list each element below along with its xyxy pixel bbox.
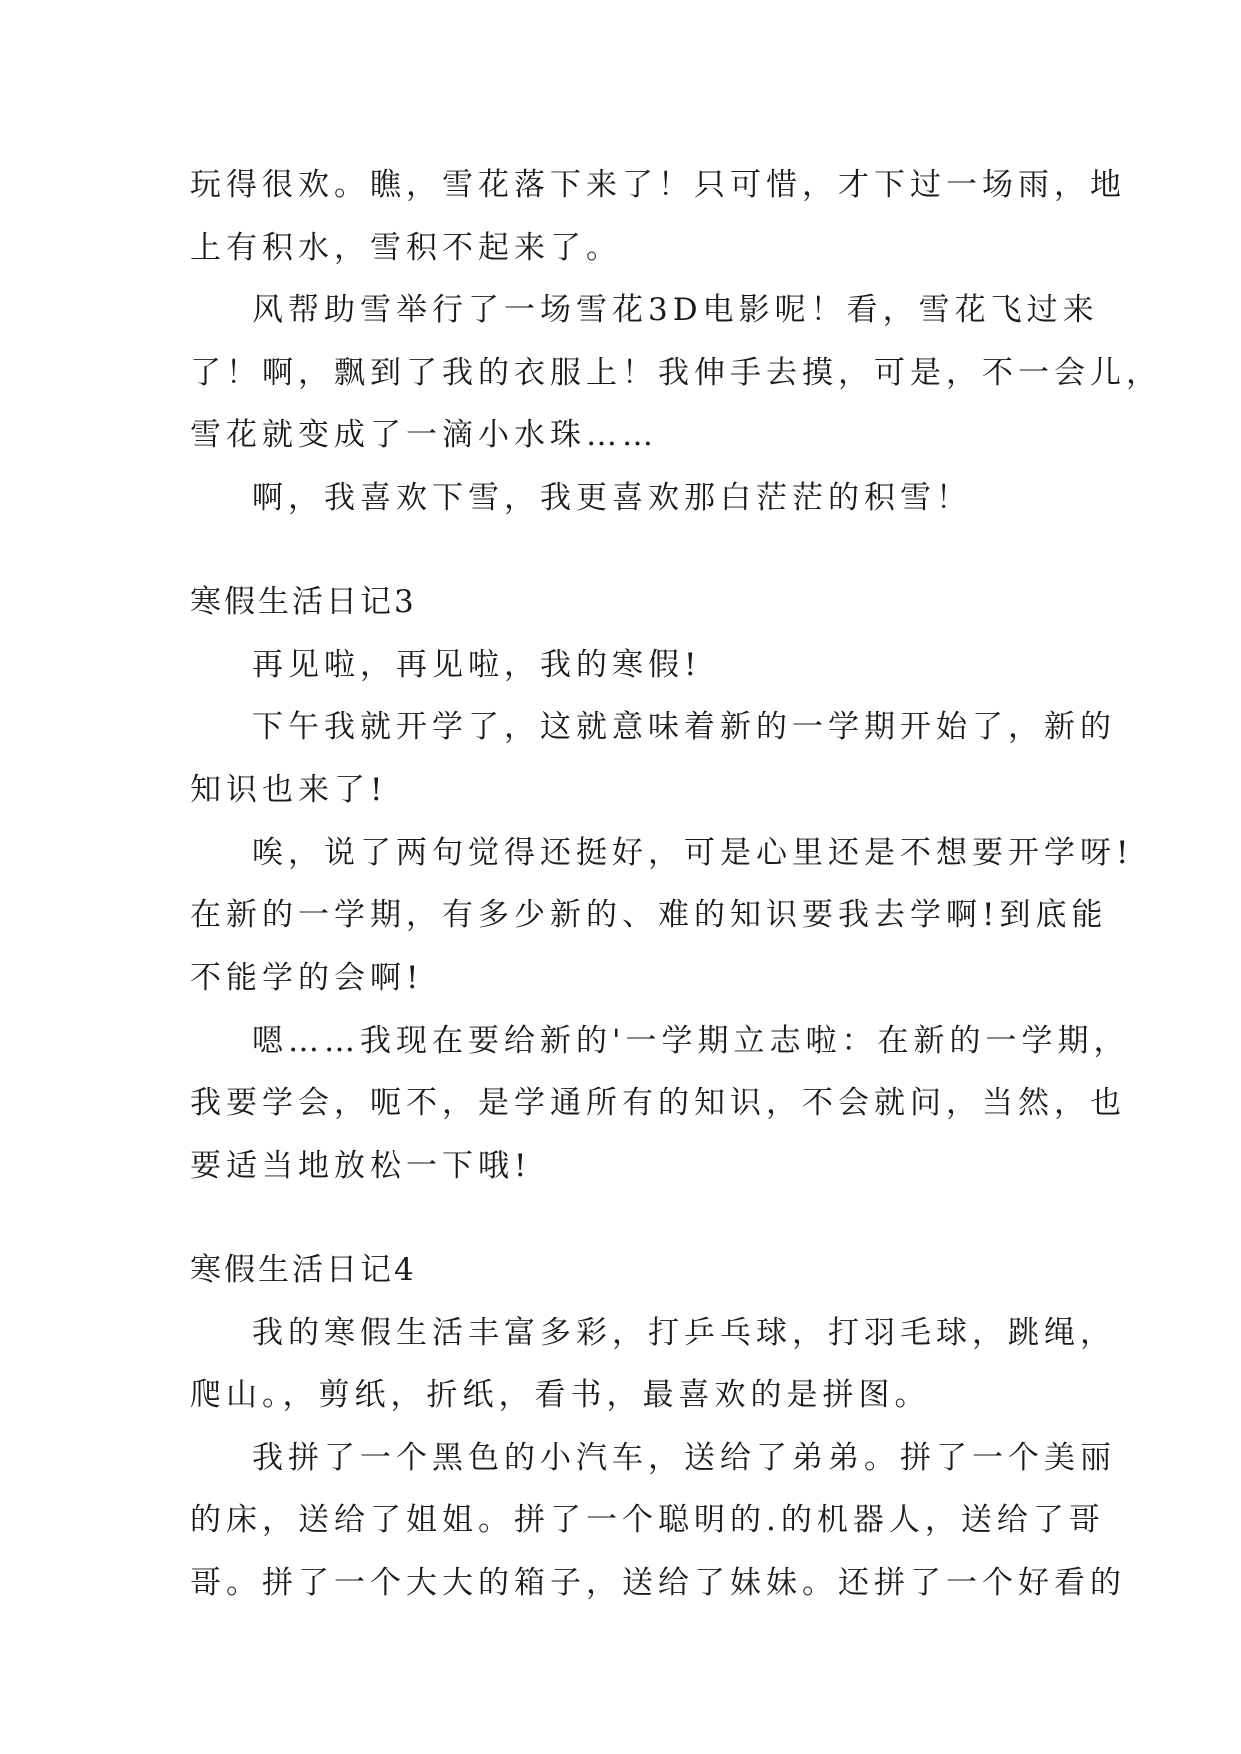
paragraph-line: 在新的一学期，有多少新的、难的知识要我去学啊!到底能: [190, 897, 1108, 933]
paragraph-line: 上有积水，雪积不起来了。: [190, 230, 622, 266]
paragraph-line: 不能学的会啊!: [190, 960, 424, 996]
section-heading: 寒假生活日记3: [190, 584, 417, 620]
paragraph-line: 我要学会，呃不，是学通所有的知识，不会就问，当然，也: [190, 1085, 1126, 1121]
paragraph-line: 再见啦，再见啦，我的寒假!: [252, 647, 702, 683]
paragraph-line: 要适当地放松一下哦!: [190, 1148, 532, 1184]
paragraph-line: 知识也来了!: [190, 772, 388, 808]
paragraph-line: 哥。拼了一个大大的箱子，送给了妹妹。还拼了一个好看的: [190, 1565, 1126, 1601]
paragraph-line: 雪花就变成了一滴小水珠……: [190, 417, 658, 453]
paragraph-line: 风帮助雪举行了一场雪花3D电影呢！看，雪花飞过来: [252, 292, 1099, 328]
paragraph-line: 唉，说了两句觉得还挺好，可是心里还是不想要开学呀!: [252, 835, 1134, 871]
section-heading: 寒假生活日记4: [190, 1252, 417, 1288]
paragraph-line: 下午我就开学了，这就意味着新的一学期开始了，新的: [252, 709, 1116, 745]
paragraph-line: 爬山。，剪纸，折纸，看书，最喜欢的是拼图。: [190, 1377, 931, 1413]
paragraph-line: 的床，送给了姐姐。拼了一个聪明的.的机器人，送给了哥: [190, 1502, 1105, 1538]
paragraph-line: 玩得很欢。瞧，雪花落下来了！只可惜，才下过一场雨，地: [190, 167, 1126, 203]
paragraph-line: 啊，我喜欢下雪，我更喜欢那白茫茫的积雪！: [252, 480, 972, 516]
paragraph-line: 了！啊，飘到了我的衣服上！我伸手去摸，可是，不一会儿，: [190, 355, 1162, 391]
paragraph-line: 我拼了一个黑色的小汽车，送给了弟弟。拼了一个美丽: [252, 1440, 1116, 1476]
paragraph-line: 我的寒假生活丰富多彩，打乒乓球，打羽毛球，跳绳，: [252, 1315, 1116, 1351]
paragraph-line: 嗯……我现在要给新的'一学期立志啦：在新的一学期，: [252, 1023, 1130, 1059]
